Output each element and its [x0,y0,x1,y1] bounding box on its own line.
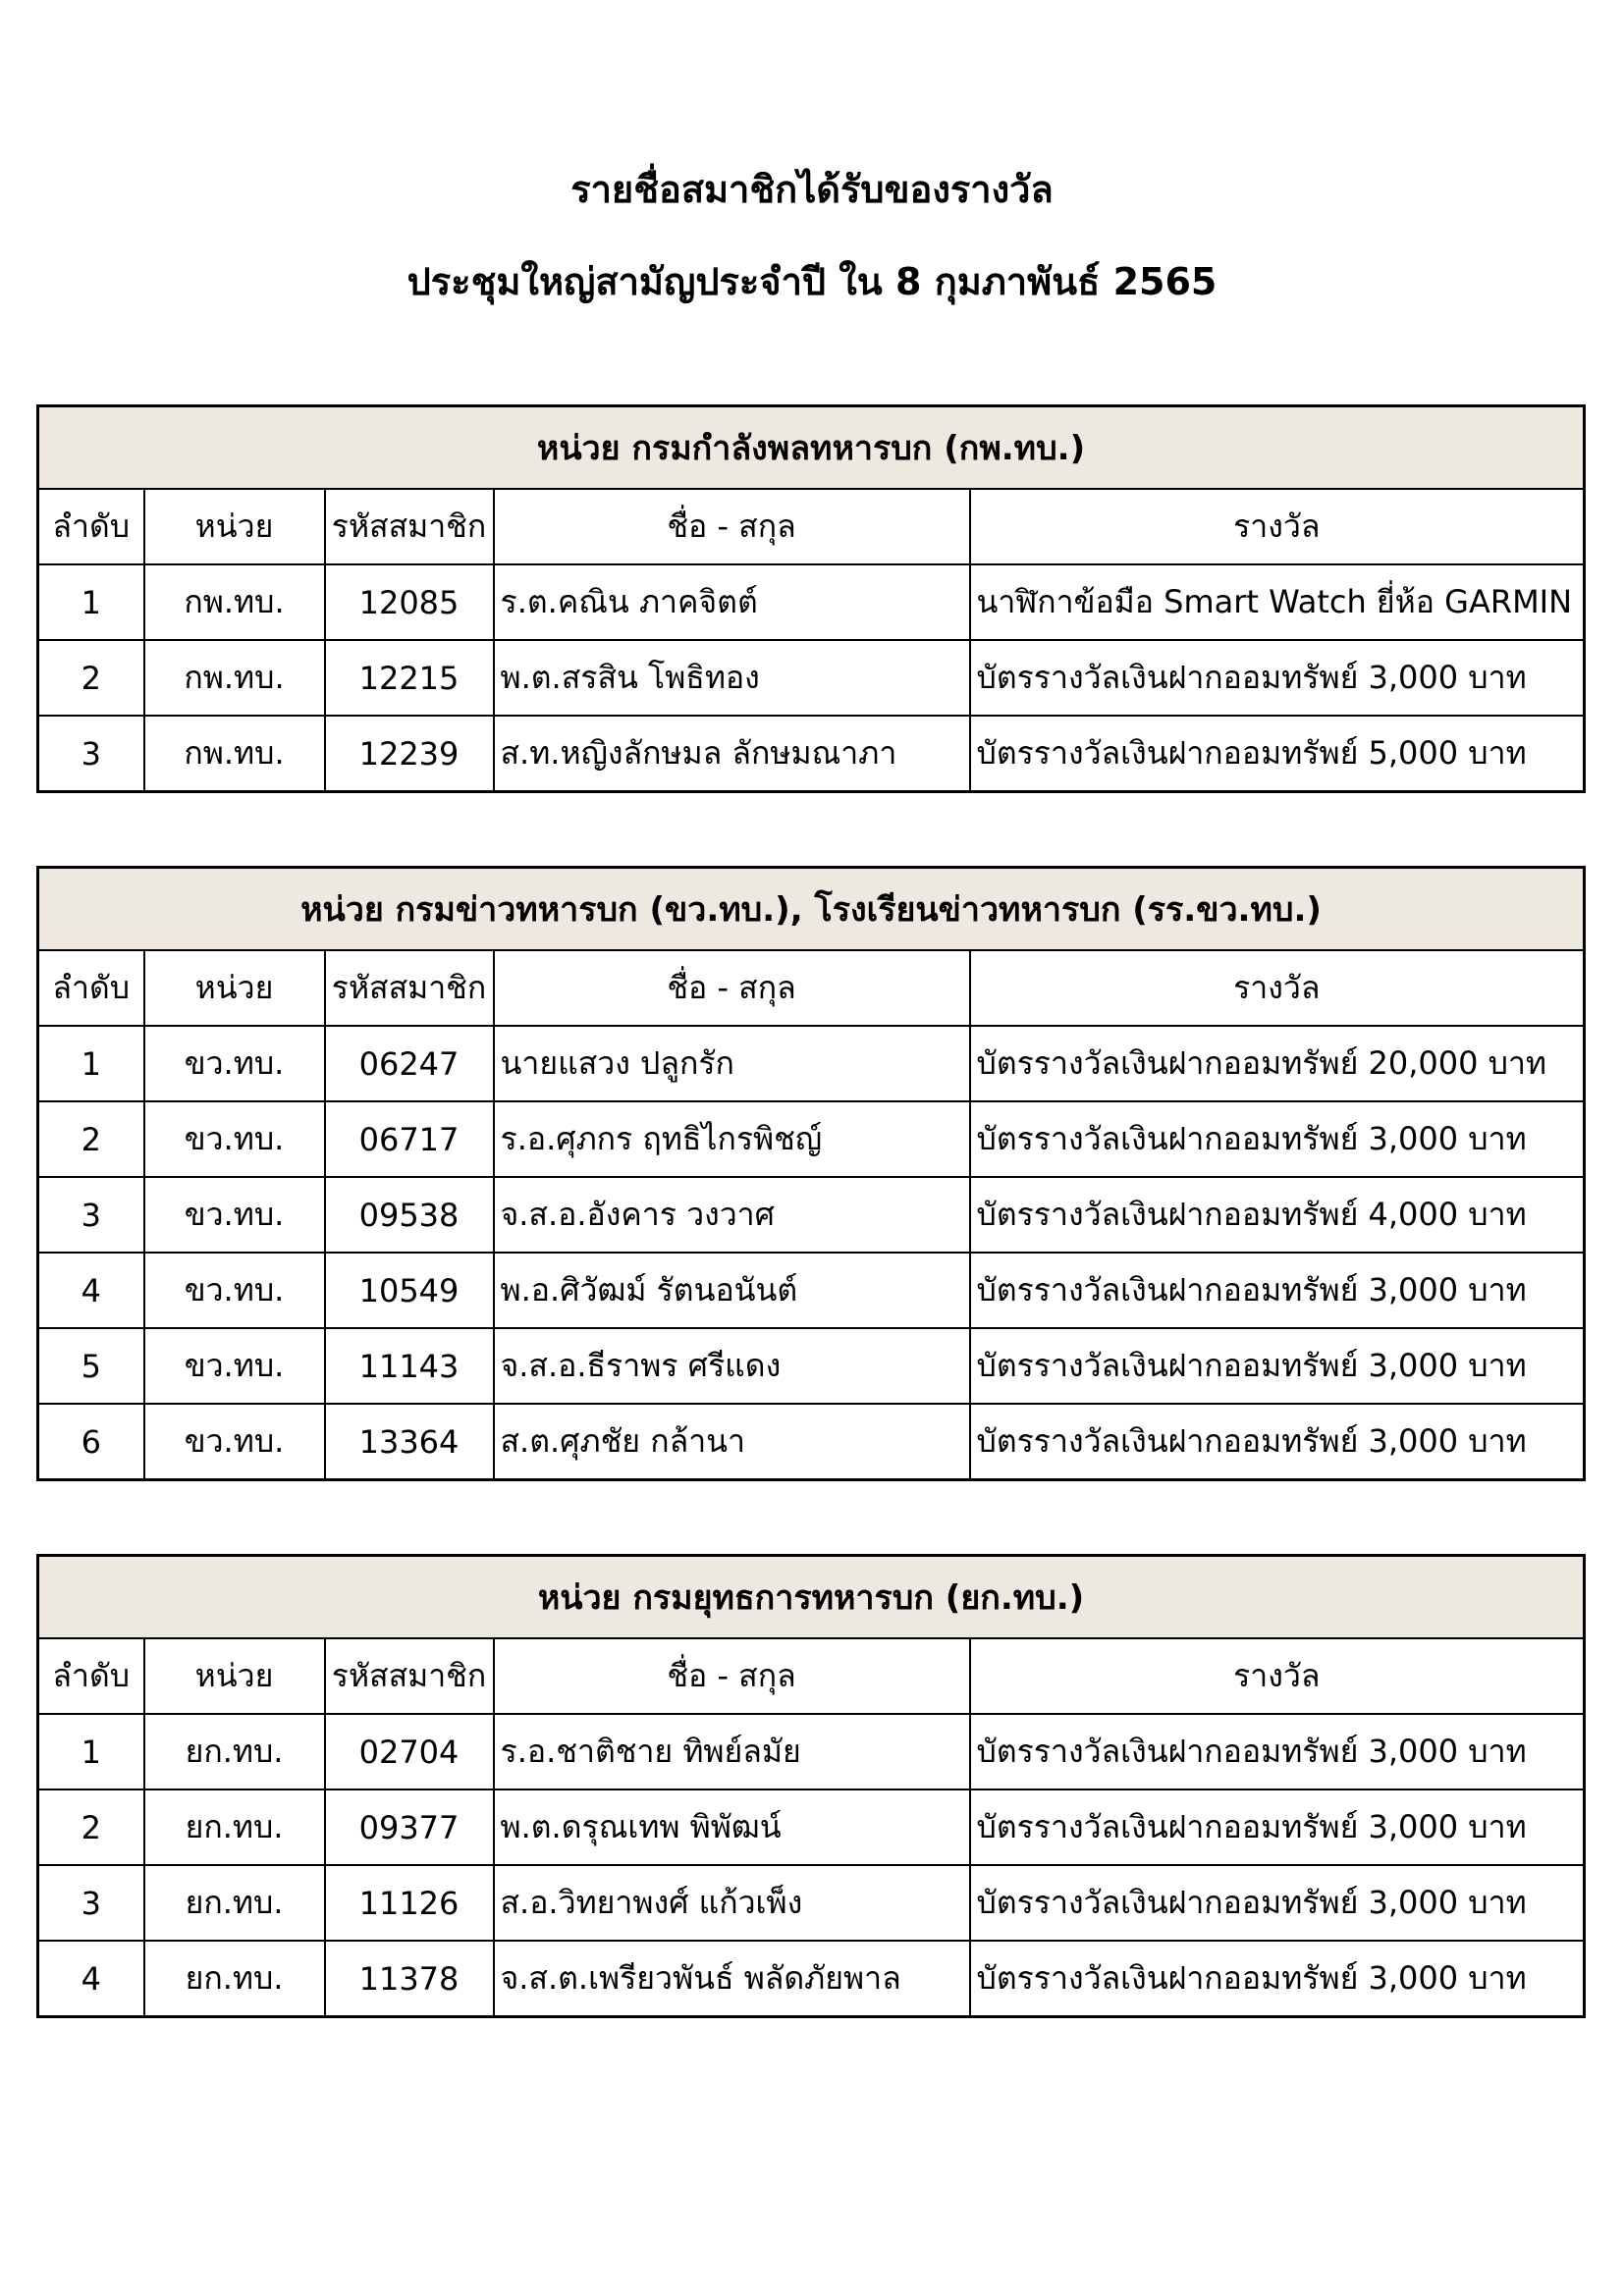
table-row [38,1404,1585,1480]
cell-member-id: 06717 [325,1101,494,1177]
cell-unit: ยก.ทบ. [144,1714,325,1789]
cell-name: จ.ส.อ.อังคาร วงวาศ [494,1177,970,1253]
table-row [38,1789,1585,1865]
cell-order: 2 [38,1101,144,1177]
cell-order: 5 [38,1328,144,1404]
table-row [38,716,1585,792]
award-table-personnel [36,404,1586,793]
cell-prize: บัตรรางวัลเงินฝากออมทรัพย์ 3,000 บาท [970,1404,1585,1480]
table-row [38,640,1585,716]
cell-name: ร.อ.ชาติชาย ทิพย์ลมัย [494,1714,970,1789]
cell-member-id: 10549 [325,1253,494,1328]
cell-member-id: 09377 [325,1789,494,1865]
cell-unit: ขว.ทบ. [144,1026,325,1101]
unit-header: หน่วย กรมข่าวทหารบก (ขว.ทบ.), โรงเรียนข่าวทหารบก (รร.ขว.ทบ.) [38,868,1585,951]
cell-order: 3 [38,1865,144,1941]
cell-order: 4 [38,1941,144,2017]
cell-member-id: 11378 [325,1941,494,2017]
cell-name: จ.ส.ต.เพรียวพันธ์ พลัดภัยพาล [494,1941,970,2017]
column-header-order: ลำดับ [38,489,144,564]
cell-order: 1 [38,1026,144,1101]
column-header-member-id: รหัสสมาชิก [325,489,494,564]
award-table-operations [36,1554,1586,2018]
column-header-prize: รางวัล [970,1638,1585,1714]
cell-member-id: 12215 [325,640,494,716]
cell-unit: กพ.ทบ. [144,640,325,716]
cell-order: 3 [38,716,144,792]
column-header-order: ลำดับ [38,1638,144,1714]
unit-header: หน่วย กรมยุทธการทหารบก (ยก.ทบ.) [38,1556,1585,1639]
cell-unit: ยก.ทบ. [144,1941,325,2017]
cell-prize: บัตรรางวัลเงินฝากออมทรัพย์ 3,000 บาท [970,1789,1585,1865]
cell-name: พ.ต.ดรุณเทพ พิพัฒน์ [494,1789,970,1865]
column-header-prize: รางวัล [970,489,1585,564]
award-table-intelligence [36,866,1586,1481]
cell-name: ส.อ.วิทยาพงศ์ แก้วเพ็ง [494,1865,970,1941]
cell-name: นายแสวง ปลูกรัก [494,1026,970,1101]
column-header-unit: หน่วย [144,950,325,1026]
cell-order: 3 [38,1177,144,1253]
cell-prize: บัตรรางวัลเงินฝากออมทรัพย์ 3,000 บาท [970,1101,1585,1177]
table-row [38,1328,1585,1404]
column-header-name: ชื่อ - สกุล [494,489,970,564]
cell-order: 4 [38,1253,144,1328]
cell-prize: บัตรรางวัลเงินฝากออมทรัพย์ 20,000 บาท [970,1026,1585,1101]
column-header-unit: หน่วย [144,1638,325,1714]
cell-member-id: 02704 [325,1714,494,1789]
table-row [38,1177,1585,1253]
cell-order: 1 [38,564,144,640]
cell-order: 1 [38,1714,144,1789]
cell-unit: ยก.ทบ. [144,1789,325,1865]
column-header-prize: รางวัล [970,950,1585,1026]
cell-prize: บัตรรางวัลเงินฝากออมทรัพย์ 5,000 บาท [970,716,1585,792]
table-row [38,564,1585,640]
cell-member-id: 13364 [325,1404,494,1480]
table-row [38,1865,1585,1941]
cell-prize: บัตรรางวัลเงินฝากออมทรัพย์ 3,000 บาท [970,1865,1585,1941]
cell-prize: นาฬิกาข้อมือ Smart Watch ยี่ห้อ GARMIN [970,564,1585,640]
cell-name: ส.ท.หญิงลักษมล ลักษมณาภา [494,716,970,792]
cell-name: ร.ต.คณิน ภาคจิตต์ [494,564,970,640]
cell-member-id: 12239 [325,716,494,792]
cell-name: จ.ส.อ.ธีราพร ศรีแดง [494,1328,970,1404]
unit-header: หน่วย กรมกำลังพลทหารบก (กพ.ทบ.) [38,406,1585,490]
cell-order: 2 [38,640,144,716]
table-row [38,1714,1585,1789]
column-header-name: ชื่อ - สกุล [494,1638,970,1714]
cell-member-id: 11143 [325,1328,494,1404]
cell-name: พ.ต.สรสิน โพธิทอง [494,640,970,716]
cell-unit: กพ.ทบ. [144,564,325,640]
document-title: รายชื่อสมาชิกได้รับของรางวัล [570,168,1054,211]
cell-prize: บัตรรางวัลเงินฝากออมทรัพย์ 3,000 บาท [970,1941,1585,2017]
cell-order: 2 [38,1789,144,1865]
cell-member-id: 11126 [325,1865,494,1941]
table-row [38,1026,1585,1101]
column-header-name: ชื่อ - สกุล [494,950,970,1026]
column-header-member-id: รหัสสมาชิก [325,1638,494,1714]
cell-prize: บัตรรางวัลเงินฝากออมทรัพย์ 4,000 บาท [970,1177,1585,1253]
cell-unit: กพ.ทบ. [144,716,325,792]
column-header-member-id: รหัสสมาชิก [325,950,494,1026]
cell-prize: บัตรรางวัลเงินฝากออมทรัพย์ 3,000 บาท [970,640,1585,716]
column-header-unit: หน่วย [144,489,325,564]
table-row [38,1253,1585,1328]
table-row [38,1941,1585,2017]
document-subtitle: ประชุมใหญ่สามัญประจำปี ใน 8 กุมภาพันธ์ 2565 [406,260,1218,303]
cell-prize: บัตรรางวัลเงินฝากออมทรัพย์ 3,000 บาท [970,1714,1585,1789]
cell-unit: ยก.ทบ. [144,1865,325,1941]
cell-unit: ขว.ทบ. [144,1177,325,1253]
cell-name: ร.อ.ศุภกร ฤทธิไกรพิชญ์ [494,1101,970,1177]
cell-unit: ขว.ทบ. [144,1328,325,1404]
cell-member-id: 06247 [325,1026,494,1101]
cell-unit: ขว.ทบ. [144,1101,325,1177]
cell-member-id: 12085 [325,564,494,640]
column-header-order: ลำดับ [38,950,144,1026]
cell-name: พ.อ.ศิวัฒม์ รัตนอนันต์ [494,1253,970,1328]
cell-unit: ขว.ทบ. [144,1253,325,1328]
cell-prize: บัตรรางวัลเงินฝากออมทรัพย์ 3,000 บาท [970,1328,1585,1404]
table-row [38,1101,1585,1177]
cell-order: 6 [38,1404,144,1480]
cell-prize: บัตรรางวัลเงินฝากออมทรัพย์ 3,000 บาท [970,1253,1585,1328]
cell-name: ส.ต.ศุภชัย กล้านา [494,1404,970,1480]
cell-member-id: 09538 [325,1177,494,1253]
cell-unit: ขว.ทบ. [144,1404,325,1480]
